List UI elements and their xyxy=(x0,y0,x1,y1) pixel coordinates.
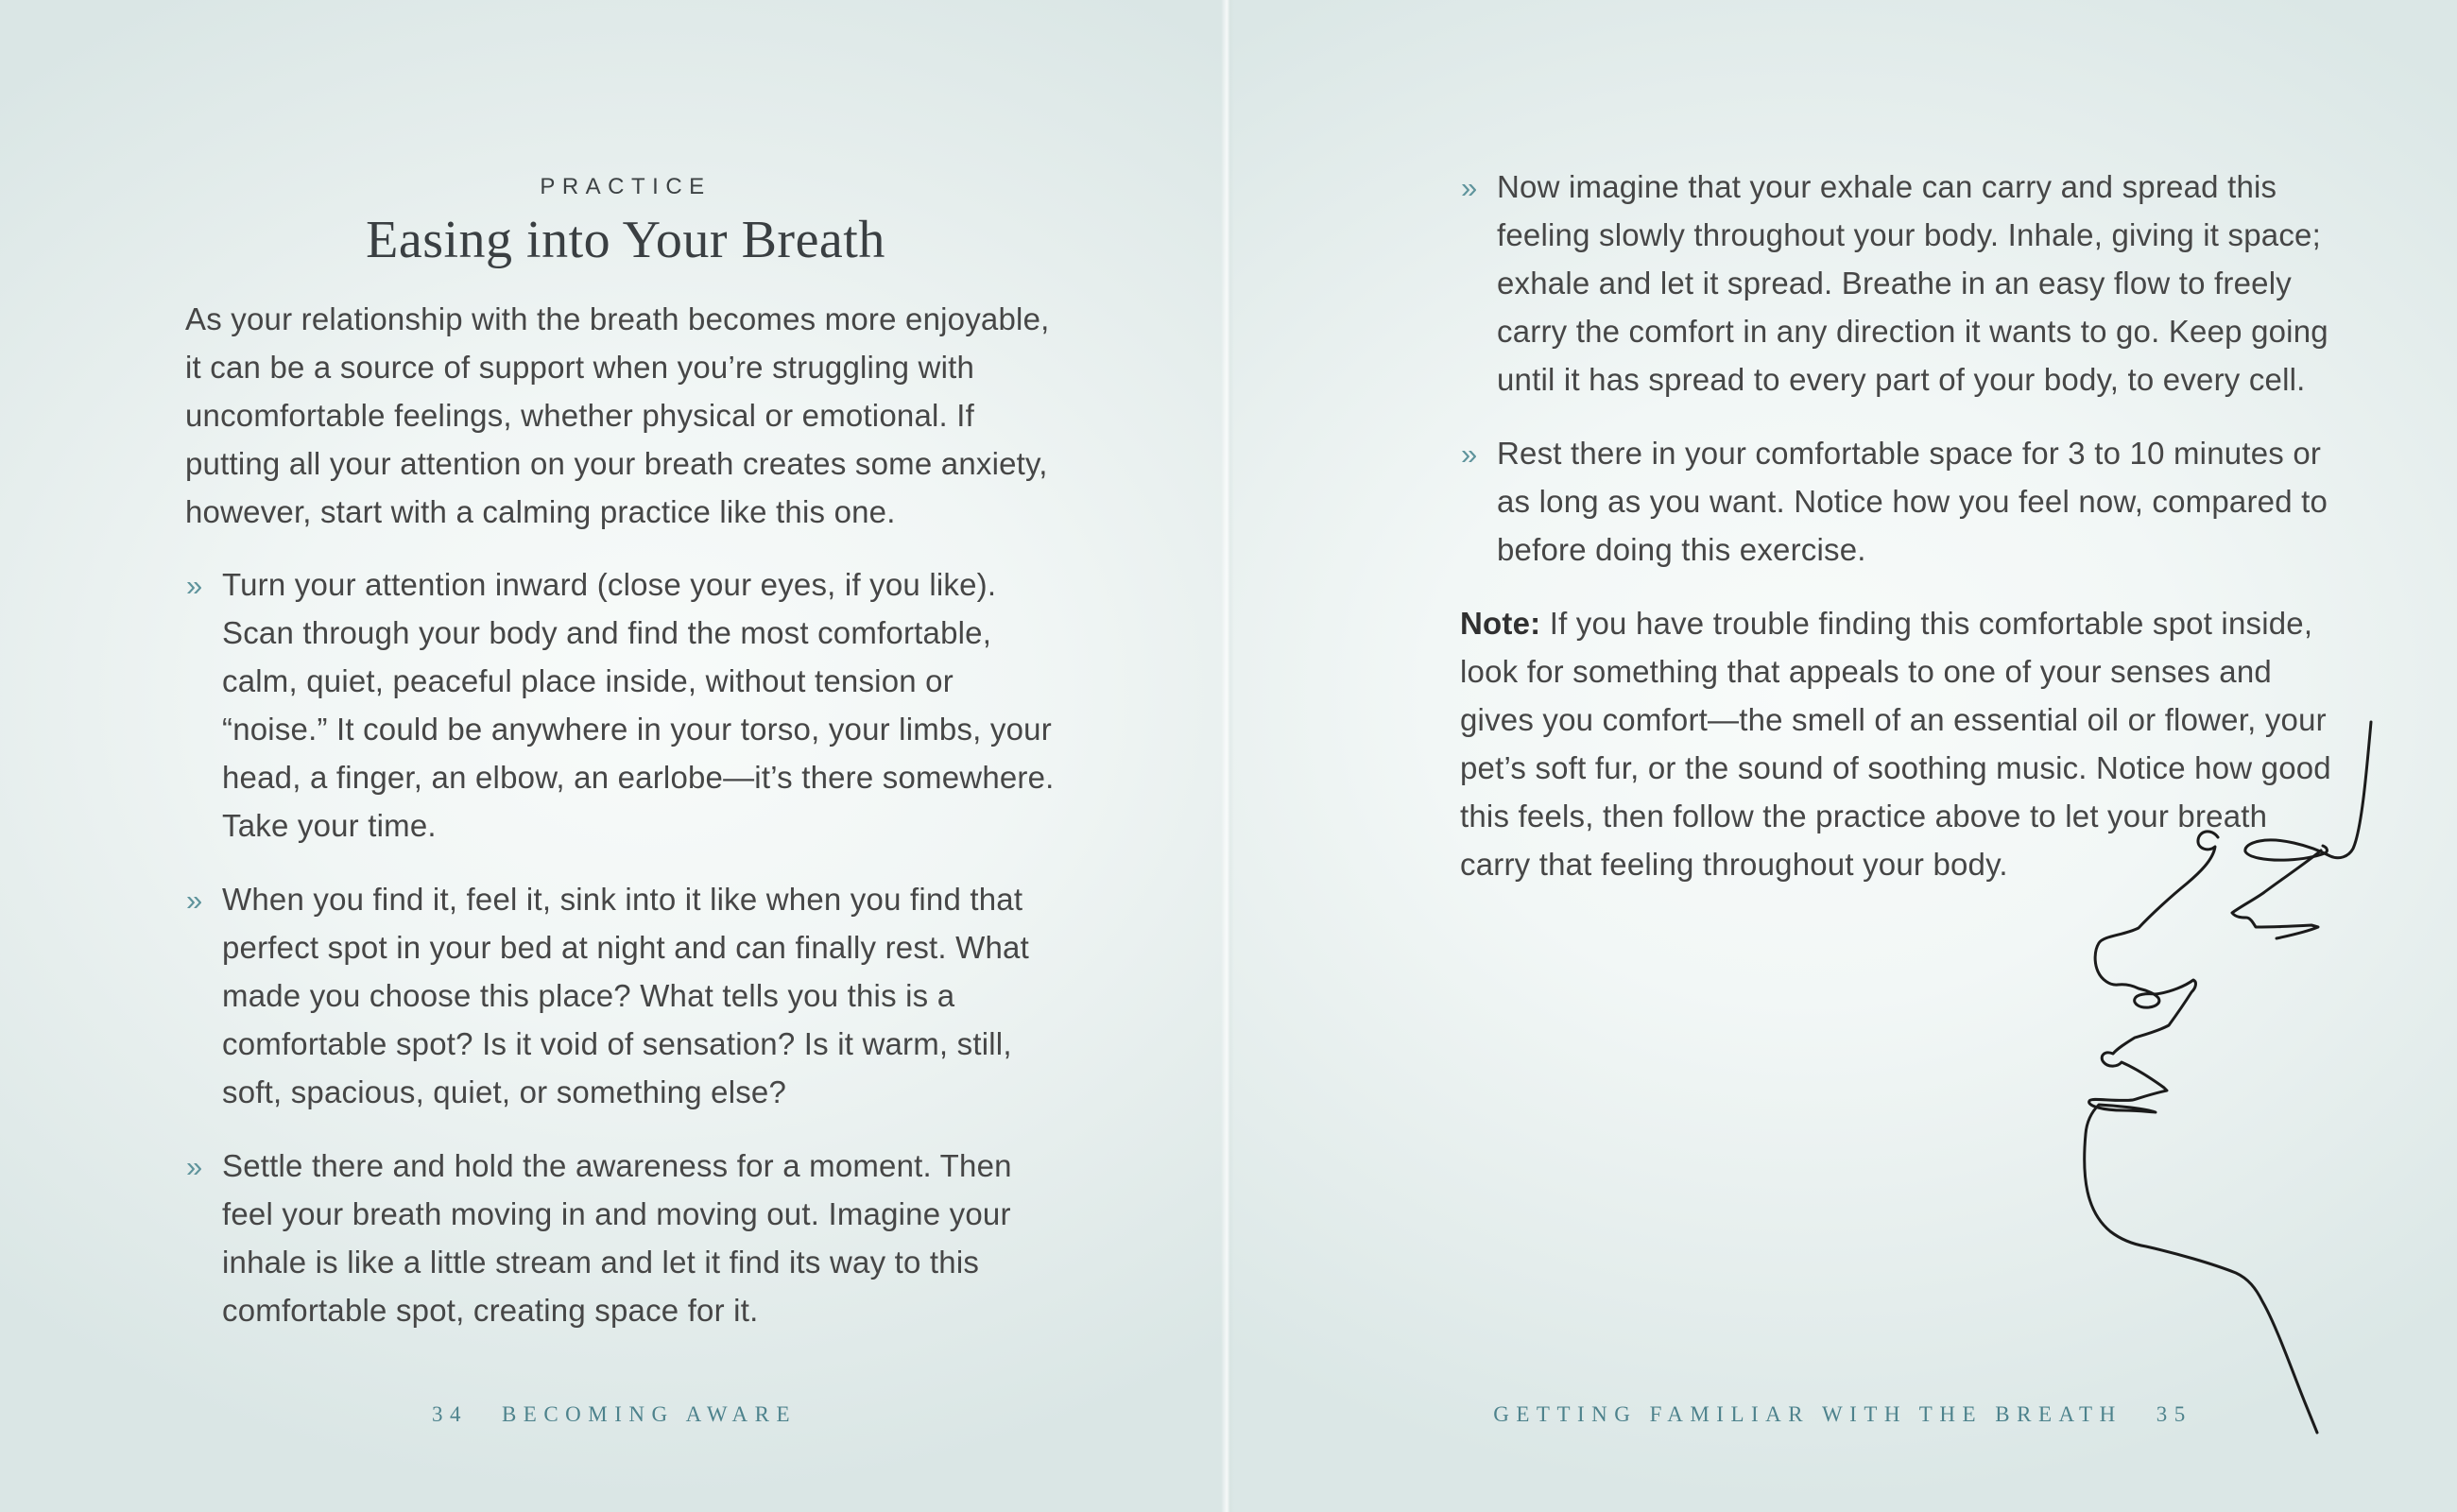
intro-paragraph: As your relationship with the breath becomes more enjoyable, it can be a source of support when you’re struggling with uncomfortable feelings, whether physical or emotional. If putting all your attention on your breath creates some anxiety, however, start with a calming practice like this one. xyxy=(185,301,1050,529)
chevron-bullet-icon: » xyxy=(186,1150,203,1183)
list-item-text: Now imagine that your exhale can carry and spread this feeling slowly throughout your body. Inhale, giving it space; exhale and let it spread. Breathe in an easy flow to freely carry the comfort in any direction it wants to go. Keep going until it has spread to every part of your body, to every cell. xyxy=(1497,169,2328,397)
list-item xyxy=(185,1142,1066,1334)
left-page-content xyxy=(185,174,1066,1360)
list-item-text: Rest there in your comfortable space for 3 to 10 minutes or as long as you want. Notice how you feel now, compared to before doing this exercise. xyxy=(1497,436,2328,567)
left-page xyxy=(0,0,1228,1512)
page-title: Easing into Your Breath xyxy=(366,211,885,269)
practice-steps-list xyxy=(185,560,1066,1334)
face-profile-line-art-illustration xyxy=(2060,699,2457,1493)
chevron-bullet-icon: » xyxy=(186,884,203,917)
chapter-title: GETTING FAMILIAR WITH THE BREATH xyxy=(1493,1402,2122,1426)
chevron-bullet-icon: » xyxy=(186,569,203,602)
list-item xyxy=(1460,429,2339,574)
left-page-footer xyxy=(0,1402,1228,1427)
list-item xyxy=(185,875,1066,1116)
chevron-bullet-icon: » xyxy=(1461,438,1478,471)
list-item xyxy=(1460,163,2339,404)
chapter-title: BECOMING AWARE xyxy=(501,1402,798,1426)
chevron-bullet-icon: » xyxy=(1461,171,1478,204)
list-item xyxy=(185,560,1066,850)
list-item-text: Turn your attention inward (close your eyes, if you like). Scan through your body and find the most comfortable, calm, quiet, peaceful place inside, without tension or “noise.” It could be anywhere in your torso, your limbs, your head, a finger, an elbow, an earlobe—it’s there somewhere. Take your time. xyxy=(222,567,1055,843)
page-number: 35 xyxy=(2156,1402,2192,1426)
right-page xyxy=(1228,0,2457,1512)
note-text: If you have trouble finding this comfortable spot inside, look for something that appeals to one of your senses and gives you comfort—the smell of an essential oil or flower, your pet’s soft fur, or the sound of soothing music. Notice how good this feels, then follow the practice above to let your breath carry that feeling throughout your body. xyxy=(1460,606,2331,882)
list-item-text: Settle there and hold the awareness for a moment. Then feel your breath moving in and moving out. Imagine your inhale is like a little stream and let it find its way to this comfortable spot, creating space for it. xyxy=(222,1148,1012,1328)
right-page-footer xyxy=(1228,1402,2457,1427)
practice-steps-list-continued xyxy=(1460,163,2339,574)
note-label: Note: xyxy=(1460,606,1541,641)
practice-kicker: PRACTICE xyxy=(540,174,712,199)
list-item-text: When you find it, feel it, sink into it like when you find that perfect spot in your bed at night and can finally rest. What made you choose this place? What tells you this is a comfortable spot? Is it void of sensation? Is it warm, still, soft, spacious, quiet, or something else? xyxy=(222,882,1029,1109)
page-number: 34 xyxy=(431,1402,468,1426)
